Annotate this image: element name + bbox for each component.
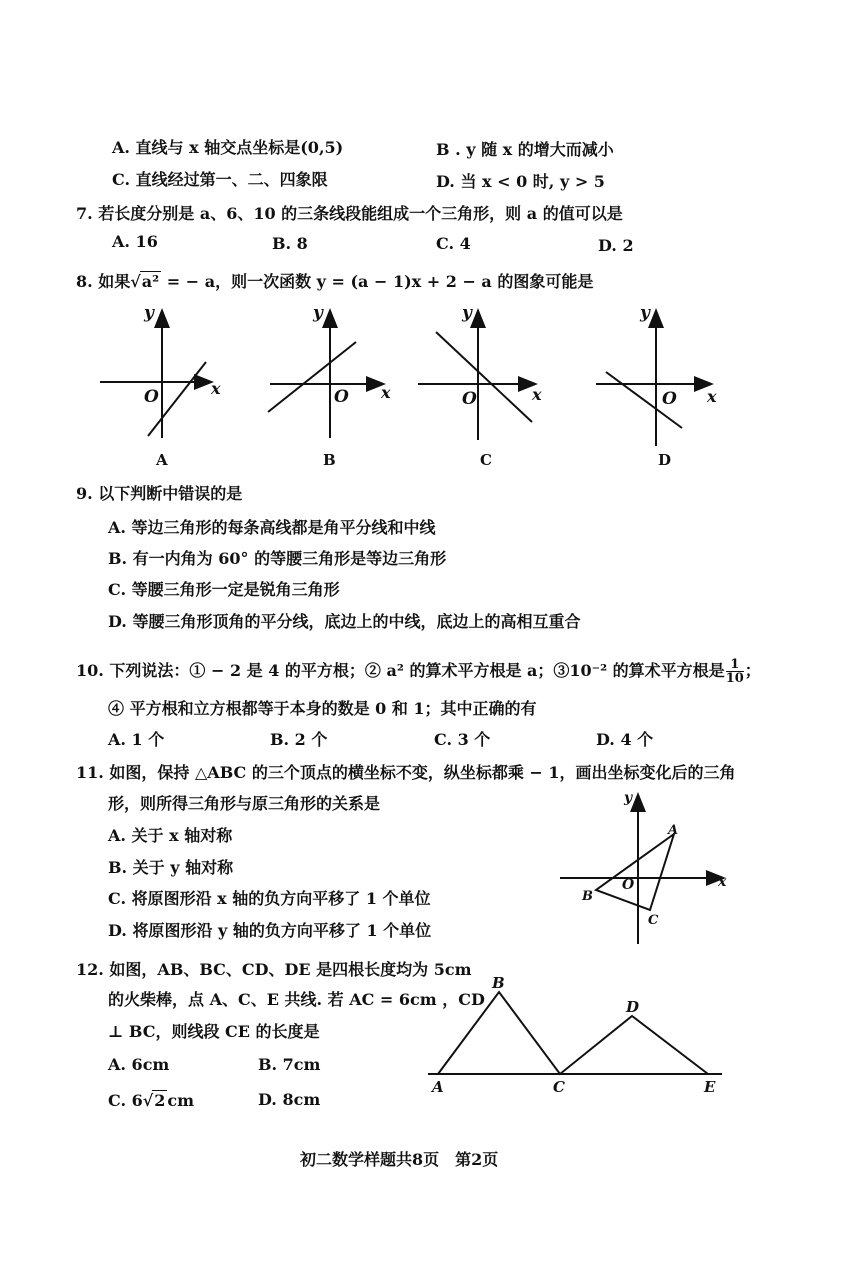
q8-graph-c: [418, 303, 542, 440]
q12-option-d: D. 8cm: [258, 1090, 321, 1109]
page-footer: 初二数学样题共8页 第2页: [300, 1150, 499, 1169]
q8-label-d: D: [658, 451, 672, 469]
q12-point-b: B: [492, 974, 505, 992]
q12-option-c-radicand: 2: [154, 1091, 166, 1110]
q12-point-d: D: [626, 998, 640, 1016]
q8a-x-label: x: [211, 379, 221, 398]
q8d-origin: O: [662, 389, 677, 409]
q7-option-b: B. 8: [272, 234, 308, 253]
q9-option-a: A. 等边三角形的每条高线都是角平分线和中线: [108, 518, 436, 537]
q10-stem-end: ；: [744, 661, 761, 680]
q8-graph-b: [268, 303, 391, 438]
q10-option-b: B. 2 个: [270, 730, 328, 749]
q9-option-c: C. 等腰三角形一定是锐角三角形: [108, 580, 340, 599]
q10-fraction: [726, 658, 744, 685]
q12-option-c: [108, 1090, 194, 1111]
q10-stem: [76, 658, 761, 685]
q8-stem-rest: = − a，则一次函数 y = (a − 1)x + 2 − a 的图象可能是: [161, 272, 594, 291]
sqrt-symbol: √: [130, 272, 141, 291]
q6-option-b: B . y 随 x 的增大而减小: [436, 140, 614, 159]
q10-stem-text: 10. 下列说法：① − 2 是 4 的平方根；② a² 的算术平方根是 a；③10⁻² 的算术平方根是: [76, 661, 725, 680]
q8c-x-label: x: [532, 385, 542, 404]
q8a-origin: O: [144, 387, 159, 407]
q11-option-a: A. 关于 x 轴对称: [108, 826, 233, 845]
q8c-y-label: y: [462, 303, 472, 323]
q8-label-a: A: [156, 451, 168, 469]
q6-option-a: A. 直线与 x 轴交点坐标是(0,5): [112, 138, 344, 157]
q8c-origin: O: [462, 389, 477, 409]
q11-stem-line2: 形，则所得三角形与原三角形的关系是: [108, 794, 381, 813]
q12-option-b: B. 7cm: [258, 1055, 321, 1074]
q11-option-d: D. 将原图形沿 y 轴的负方向平移了 1 个单位: [108, 921, 432, 940]
q8b-x-label: x: [381, 383, 391, 402]
q8d-x-label: x: [707, 387, 717, 406]
q7-stem: 7. 若长度分别是 a、6、10 的三条线段能组成一个三角形，则 a 的值可以是: [76, 204, 623, 223]
q12-point-a: A: [432, 1078, 444, 1096]
q8-radicand: a²: [141, 272, 160, 291]
q12-option-c-prefix: C. 6: [108, 1091, 143, 1110]
q11-point-c: C: [648, 913, 659, 928]
q8b-origin: O: [334, 387, 349, 407]
q12-stem-line2: 的火柴棒，点 A、C、E 共线. 若 AC = 6cm ，CD: [108, 990, 485, 1009]
q11-stem-line1: 11. 如图，保持 △ABC 的三个顶点的横坐标不变，纵坐标都乘 − 1，画出坐标变化后的三角: [76, 763, 736, 782]
q8a-y-label: y: [144, 303, 154, 323]
q10-line2: ④ 平方根和立方根都等于本身的数是 0 和 1；其中正确的有: [108, 699, 537, 718]
q11-origin: O: [622, 877, 635, 893]
q7-option-d: D. 2: [598, 236, 634, 255]
q6-option-c: C. 直线经过第一、二、四象限: [112, 170, 328, 189]
q8-number: 8. 如果: [76, 272, 131, 291]
q10-option-d: D. 4 个: [596, 730, 654, 749]
q6-option-d: D. 当 x < 0 时, y > 5: [436, 172, 605, 191]
q9-stem: 9. 以下判断中错误的是: [76, 484, 243, 503]
q11-x-label: x: [718, 874, 727, 890]
q11-figure: [560, 790, 727, 944]
q12-option-c-unit: cm: [167, 1091, 195, 1110]
q11-point-a: A: [668, 823, 679, 838]
q11-option-b: B. 关于 y 轴对称: [108, 858, 234, 877]
q8-label-c: C: [480, 451, 492, 469]
q11-y-label: y: [624, 790, 633, 806]
q12-stem-line3: ⊥ BC，则线段 CE 的长度是: [108, 1022, 320, 1041]
q12-option-a: A. 6cm: [108, 1055, 170, 1074]
q8d-y-label: y: [640, 303, 650, 323]
q7-option-a: A. 16: [112, 232, 158, 251]
sqrt-symbol: √: [142, 1091, 154, 1110]
q10-frac-den: 10: [725, 671, 744, 686]
q8b-y-label: y: [313, 303, 323, 323]
q12-stem-line1: 12. 如图，AB、BC、CD、DE 是四根长度均为 5cm: [76, 960, 472, 979]
q8-label-b: B: [323, 451, 336, 469]
q11-point-b: B: [582, 889, 593, 904]
q10-option-c: C. 3 个: [434, 730, 491, 749]
q9-option-d: D. 等腰三角形顶角的平分线，底边上的中线，底边上的高相互重合: [108, 612, 581, 631]
q9-option-b: B. 有一内角为 60° 的等腰三角形是等边三角形: [108, 549, 447, 568]
q8-graph-a: [100, 303, 221, 438]
q12-point-e: E: [704, 1078, 716, 1096]
q10-frac-num: 1: [726, 658, 744, 672]
q8-graph-d: [596, 303, 717, 446]
q7-option-c: C. 4: [436, 234, 471, 253]
q11-option-c: C. 将原图形沿 x 轴的负方向平移了 1 个单位: [108, 889, 431, 908]
q10-option-a: A. 1 个: [108, 730, 165, 749]
q12-point-c: C: [553, 1078, 565, 1096]
